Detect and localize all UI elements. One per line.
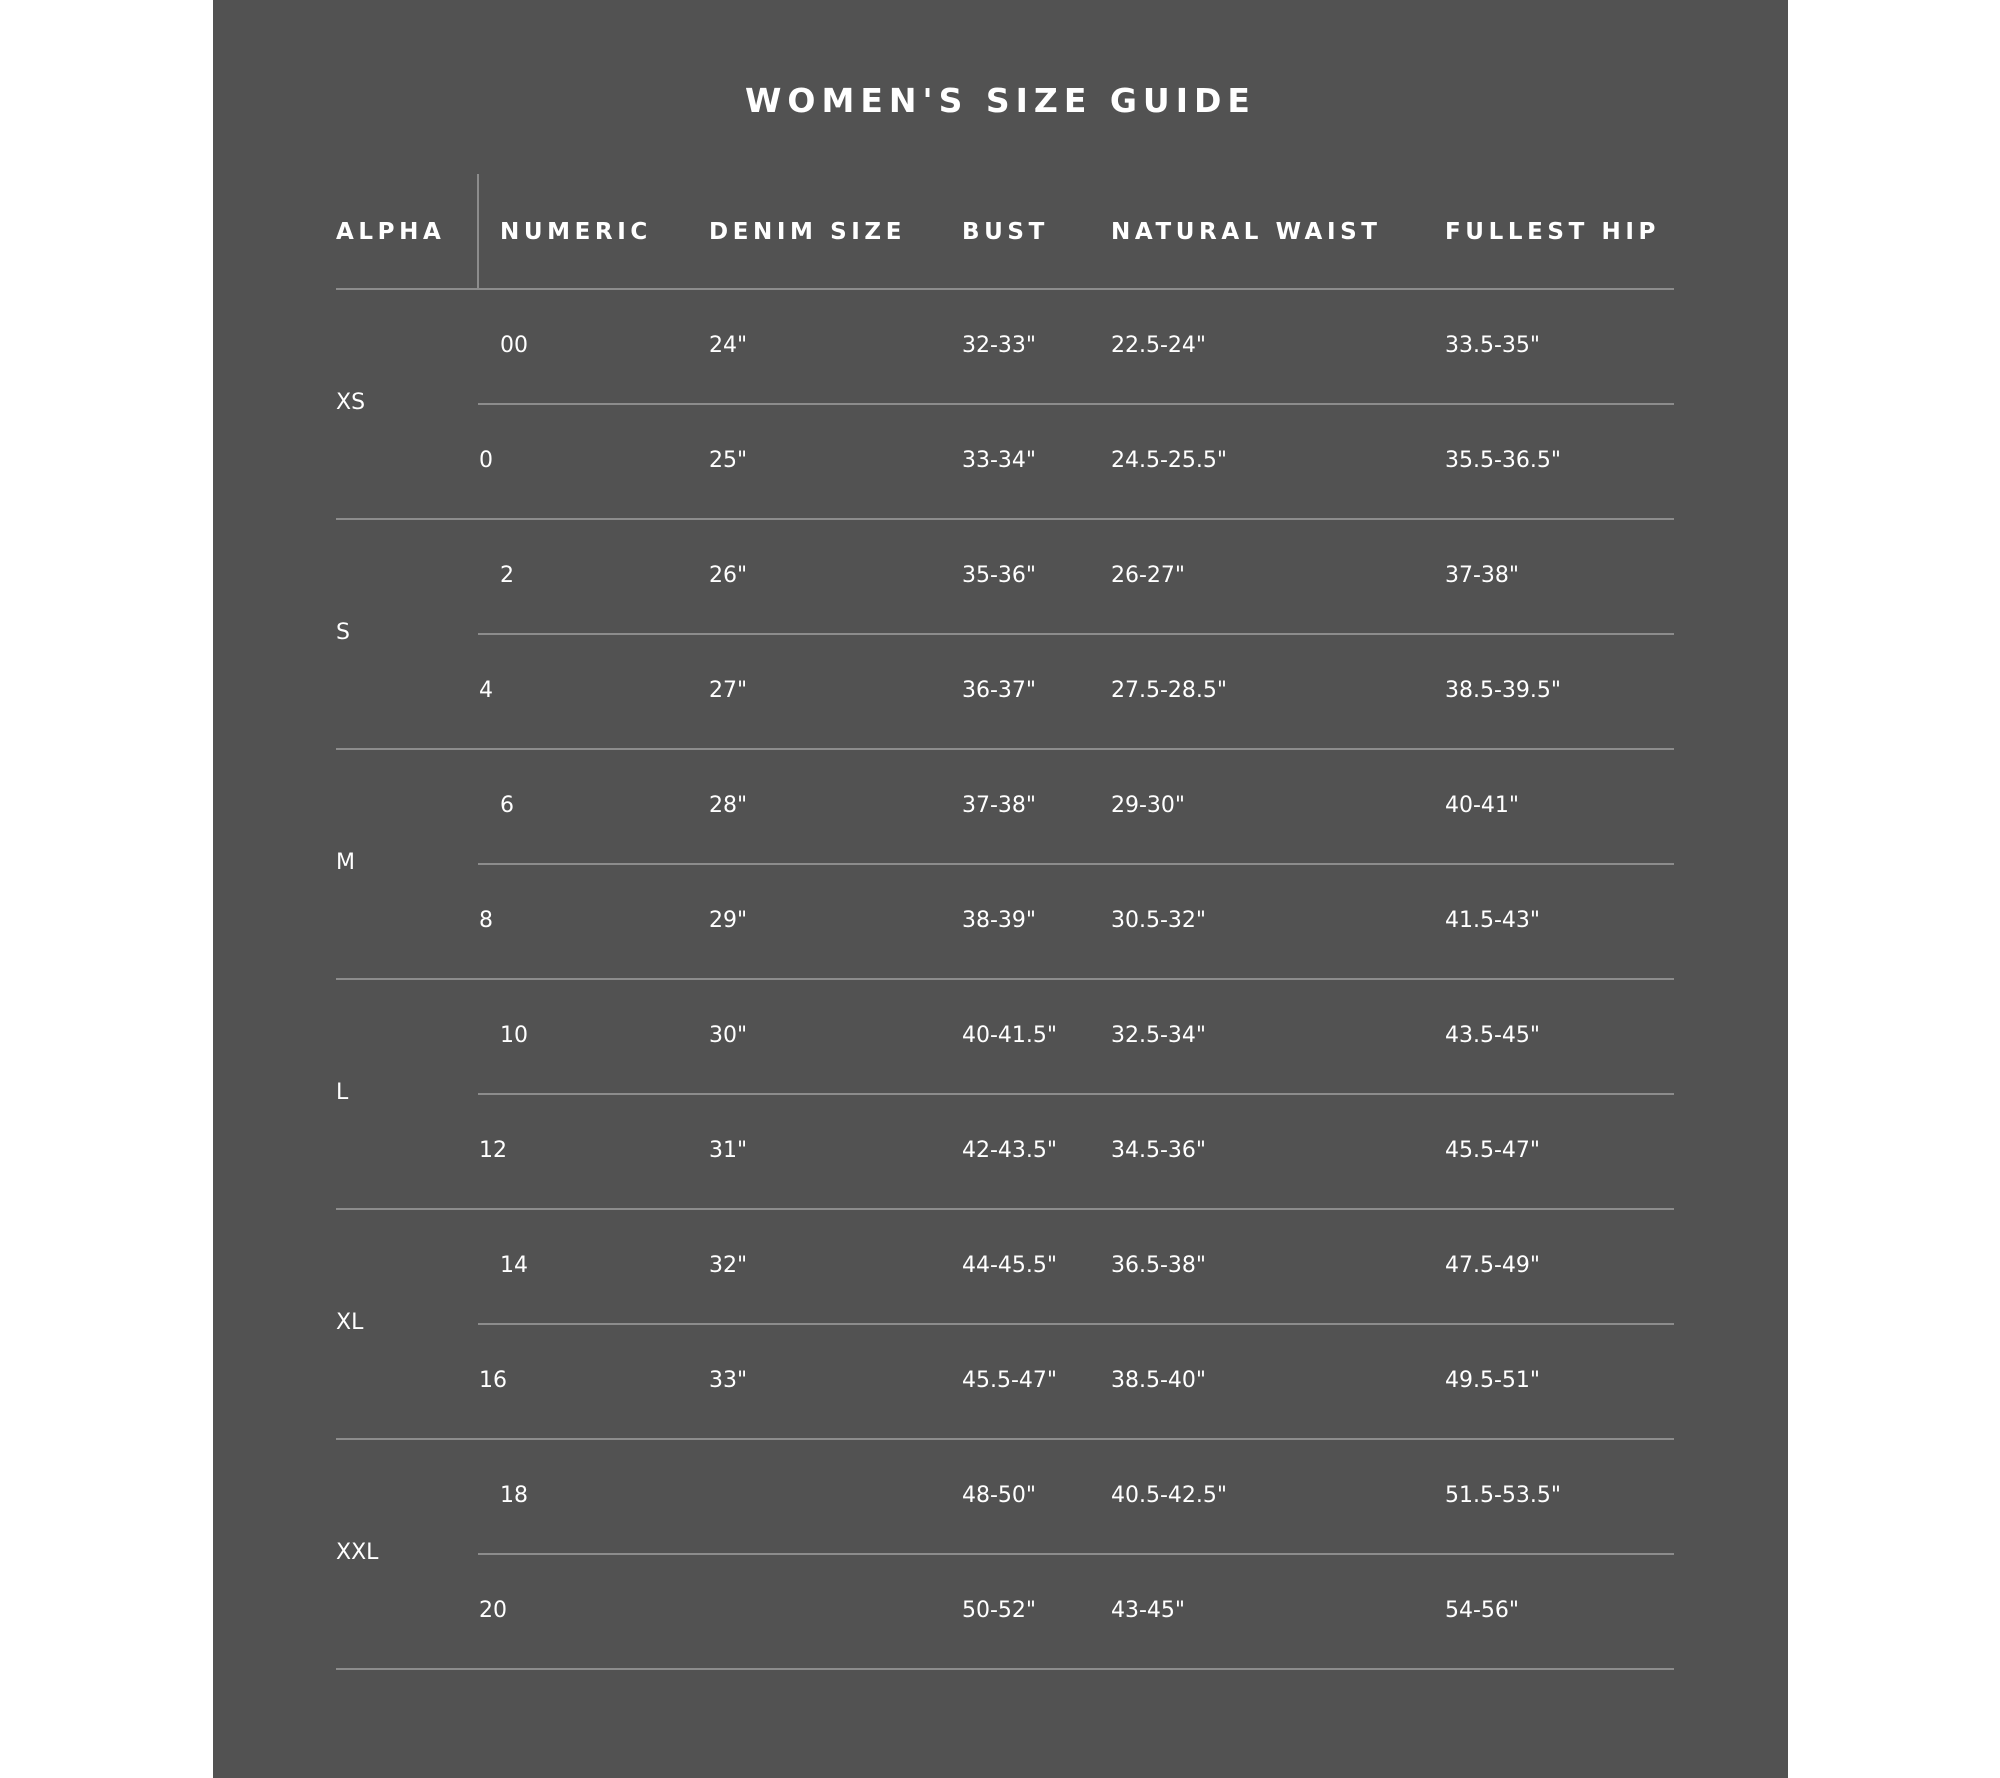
natural-waist-cell: 22.5-24" [1111, 332, 1207, 358]
natural-waist-cell: 30.5-32" [1111, 907, 1207, 933]
bust-cell: 45.5-47" [962, 1367, 1058, 1393]
numeric-size-cell: 14 [500, 1252, 528, 1278]
numeric-size-cell: 6 [500, 792, 514, 818]
denim-size-cell: 29" [709, 907, 748, 933]
group-divider [336, 518, 1674, 520]
numeric-size-cell: 0 [479, 447, 493, 473]
denim-size-cell: 30" [709, 1022, 748, 1048]
header-rule [336, 288, 1674, 290]
fullest-hip-cell: 35.5-36.5" [1445, 447, 1562, 473]
row-divider [478, 1093, 1674, 1095]
header-numeric: NUMERIC [500, 219, 652, 245]
natural-waist-cell: 43-45" [1111, 1597, 1186, 1623]
denim-size-cell: 27" [709, 677, 748, 703]
group-divider [336, 978, 1674, 980]
fullest-hip-cell: 45.5-47" [1445, 1137, 1541, 1163]
fullest-hip-cell: 54-56" [1445, 1597, 1520, 1623]
fullest-hip-cell: 51.5-53.5" [1445, 1482, 1562, 1508]
denim-size-cell: 24" [709, 332, 748, 358]
numeric-size-cell: 2 [500, 562, 514, 588]
row-divider [478, 633, 1674, 635]
alpha-size-label: XS [336, 390, 366, 415]
fullest-hip-cell: 33.5-35" [1445, 332, 1541, 358]
group-divider [336, 748, 1674, 750]
alpha-size-label: XXL [336, 1540, 379, 1565]
group-divider [336, 1668, 1674, 1670]
bust-cell: 33-34" [962, 447, 1037, 473]
natural-waist-cell: 40.5-42.5" [1111, 1482, 1228, 1508]
numeric-size-cell: 16 [479, 1367, 507, 1393]
natural-waist-cell: 24.5-25.5" [1111, 447, 1228, 473]
natural-waist-cell: 36.5-38" [1111, 1252, 1207, 1278]
bust-cell: 50-52" [962, 1597, 1037, 1623]
numeric-size-cell: 10 [500, 1022, 528, 1048]
natural-waist-cell: 27.5-28.5" [1111, 677, 1228, 703]
numeric-size-cell: 8 [479, 907, 493, 933]
natural-waist-cell: 32.5-34" [1111, 1022, 1207, 1048]
row-divider [478, 1553, 1674, 1555]
bust-cell: 38-39" [962, 907, 1037, 933]
numeric-size-cell: 00 [500, 332, 528, 358]
header-natural-waist: NATURAL WAIST [1111, 219, 1382, 245]
bust-cell: 36-37" [962, 677, 1037, 703]
page-title: WOMEN'S SIZE GUIDE [745, 81, 1256, 120]
bust-cell: 42-43.5" [962, 1137, 1058, 1163]
group-divider [336, 1438, 1674, 1440]
row-divider [478, 1323, 1674, 1325]
bust-cell: 48-50" [962, 1482, 1037, 1508]
bust-cell: 40-41.5" [962, 1022, 1058, 1048]
row-divider [478, 863, 1674, 865]
bust-cell: 35-36" [962, 562, 1037, 588]
denim-size-cell: 28" [709, 792, 748, 818]
natural-waist-cell: 38.5-40" [1111, 1367, 1207, 1393]
fullest-hip-cell: 37-38" [1445, 562, 1520, 588]
numeric-size-cell: 20 [479, 1597, 507, 1623]
size-guide-panel [213, 0, 1788, 1778]
bust-cell: 44-45.5" [962, 1252, 1058, 1278]
fullest-hip-cell: 41.5-43" [1445, 907, 1541, 933]
header-denim-size: DENIM SIZE [709, 219, 907, 245]
fullest-hip-cell: 40-41" [1445, 792, 1520, 818]
fullest-hip-cell: 38.5-39.5" [1445, 677, 1562, 703]
numeric-size-cell: 4 [479, 677, 493, 703]
denim-size-cell: 33" [709, 1367, 748, 1393]
denim-size-cell: 25" [709, 447, 748, 473]
natural-waist-cell: 26-27" [1111, 562, 1186, 588]
fullest-hip-cell: 43.5-45" [1445, 1022, 1541, 1048]
alpha-size-label: L [336, 1080, 349, 1105]
alpha-size-label: S [336, 620, 350, 645]
alpha-size-label: M [336, 850, 355, 875]
header-divider [477, 174, 479, 288]
natural-waist-cell: 34.5-36" [1111, 1137, 1207, 1163]
numeric-size-cell: 18 [500, 1482, 528, 1508]
denim-size-cell: 26" [709, 562, 748, 588]
bust-cell: 37-38" [962, 792, 1037, 818]
natural-waist-cell: 29-30" [1111, 792, 1186, 818]
fullest-hip-cell: 47.5-49" [1445, 1252, 1541, 1278]
header-bust: BUST [962, 219, 1049, 245]
bust-cell: 32-33" [962, 332, 1037, 358]
numeric-size-cell: 12 [479, 1137, 507, 1163]
fullest-hip-cell: 49.5-51" [1445, 1367, 1541, 1393]
alpha-size-label: XL [336, 1310, 364, 1335]
group-divider [336, 1208, 1674, 1210]
row-divider [478, 403, 1674, 405]
header-alpha: ALPHA [336, 219, 446, 245]
header-fullest-hip: FULLEST HIP [1445, 219, 1660, 245]
denim-size-cell: 32" [709, 1252, 748, 1278]
denim-size-cell: 31" [709, 1137, 748, 1163]
